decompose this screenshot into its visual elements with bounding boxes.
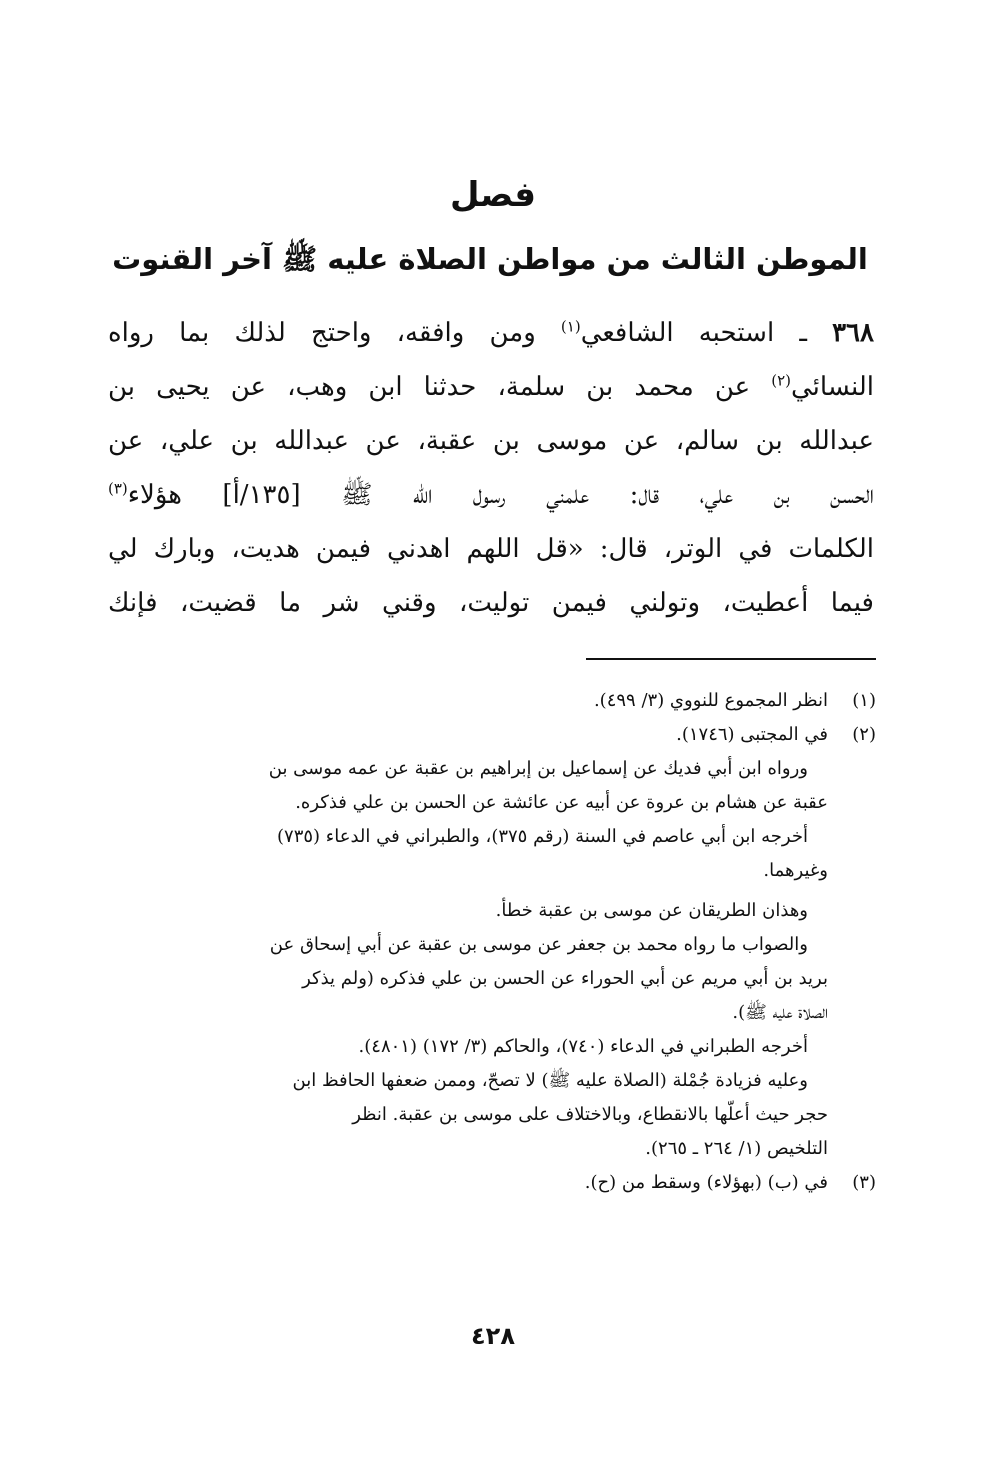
text-line: الكلمات في الوتر، قال: «قل اللهم اهدني فيمن هديت، وبارك لي <box>108 534 874 564</box>
text-line: النسائي$^{(٢)}$ عن محمد بن سلمة، حدثنا ابن وهب، عن يحيى بن <box>108 371 874 402</box>
footnote-1: (١)انظر المجموع للنووي (٣/ ٤٩٩). <box>110 684 876 718</box>
footnotes <box>110 684 876 1200</box>
text-line: عبدالله بن سالم، عن موسى بن عقبة، عن عبدالله بن علي، عن <box>108 426 874 456</box>
footnote-3: (٣)في (ب) (بهؤلاء) وسقط من (ح). <box>110 1166 876 1200</box>
paragraph-number: ٣٦٨ <box>832 318 874 348</box>
footnote-paragraph: والصواب ما رواه محمد بن جعفر عن موسى بن عقبة عن أبي إسحاق عن بريد بن أبي مريم عن أبي الحوراء عن الحسن بن علي فذكره (ولم يذكر الصلاة عليه ﷺ). <box>269 934 828 1023</box>
footnote-paragraph: ورواه ابن أبي فديك عن إسماعيل بن إبراهيم بن عقبة عن عمه موسى بن عقبة عن هشام بن عروة عن أبيه عن عائشة عن الحسن بن علي فذكره. <box>268 758 828 813</box>
footnote-paragraph: أخرجه ابن أبي عاصم في السنة (رقم ٣٧٥)، والطبراني في الدعاء (٧٣٥) وغيرهما. <box>277 826 828 881</box>
footnote-2: (٢)في المجتبى (١٧٤٦). <box>110 718 876 752</box>
section-title: فصل <box>449 175 537 215</box>
footnote-number: (٢) <box>852 724 876 745</box>
footnote-paragraph: أخرجه الطبراني في الدعاء (٧٤٠)، والحاكم (٣/ ١٧٢) (٤٨٠١). <box>358 1036 808 1057</box>
footnote-number: (١) <box>852 690 876 711</box>
footnote-number: (٣) <box>852 1172 876 1193</box>
footnote-divider <box>586 658 876 660</box>
text-line: الحسن بن علي، قال: علمني رسول الله ﷺ [١٣٥/أ] هؤلاء$^{(٣)}$ <box>108 479 874 510</box>
page-number: ٤٢٨ <box>471 1322 515 1350</box>
section-subtitle: الموطن الثالث من مواطن الصلاة عليه ﷺ آخر القنوت <box>112 242 868 276</box>
footnote-ref: (٢) <box>771 371 791 390</box>
text-line: ٣٦٨ ـ استحبه الشافعي$^{(١)}$ ومن وافقه، واحتج لذلك بما رواه <box>108 317 874 348</box>
footnote-paragraph: وعليه فزيادة جُمْلة (الصلاة عليه ﷺ) لا تصحّ، وممن ضعفها الحافظ ابن حجر حيث أعلّها بالانقطاع، وبالاختلاف على موسى بن عقبة. انظر التلخيص (١/ ٢٦٤ ـ ٢٦٥). <box>292 1070 828 1159</box>
footnote-ref: (٣) <box>108 479 128 498</box>
text-line: فيما أعطيت، وتولني فيمن توليت، وقني شر ما قضيت، فإنك <box>108 588 874 618</box>
main-text <box>108 306 874 630</box>
footnote-ref: (١) <box>560 317 581 336</box>
footnote-paragraph: وهذان الطريقان عن موسى بن عقبة خطأ. <box>495 900 808 921</box>
